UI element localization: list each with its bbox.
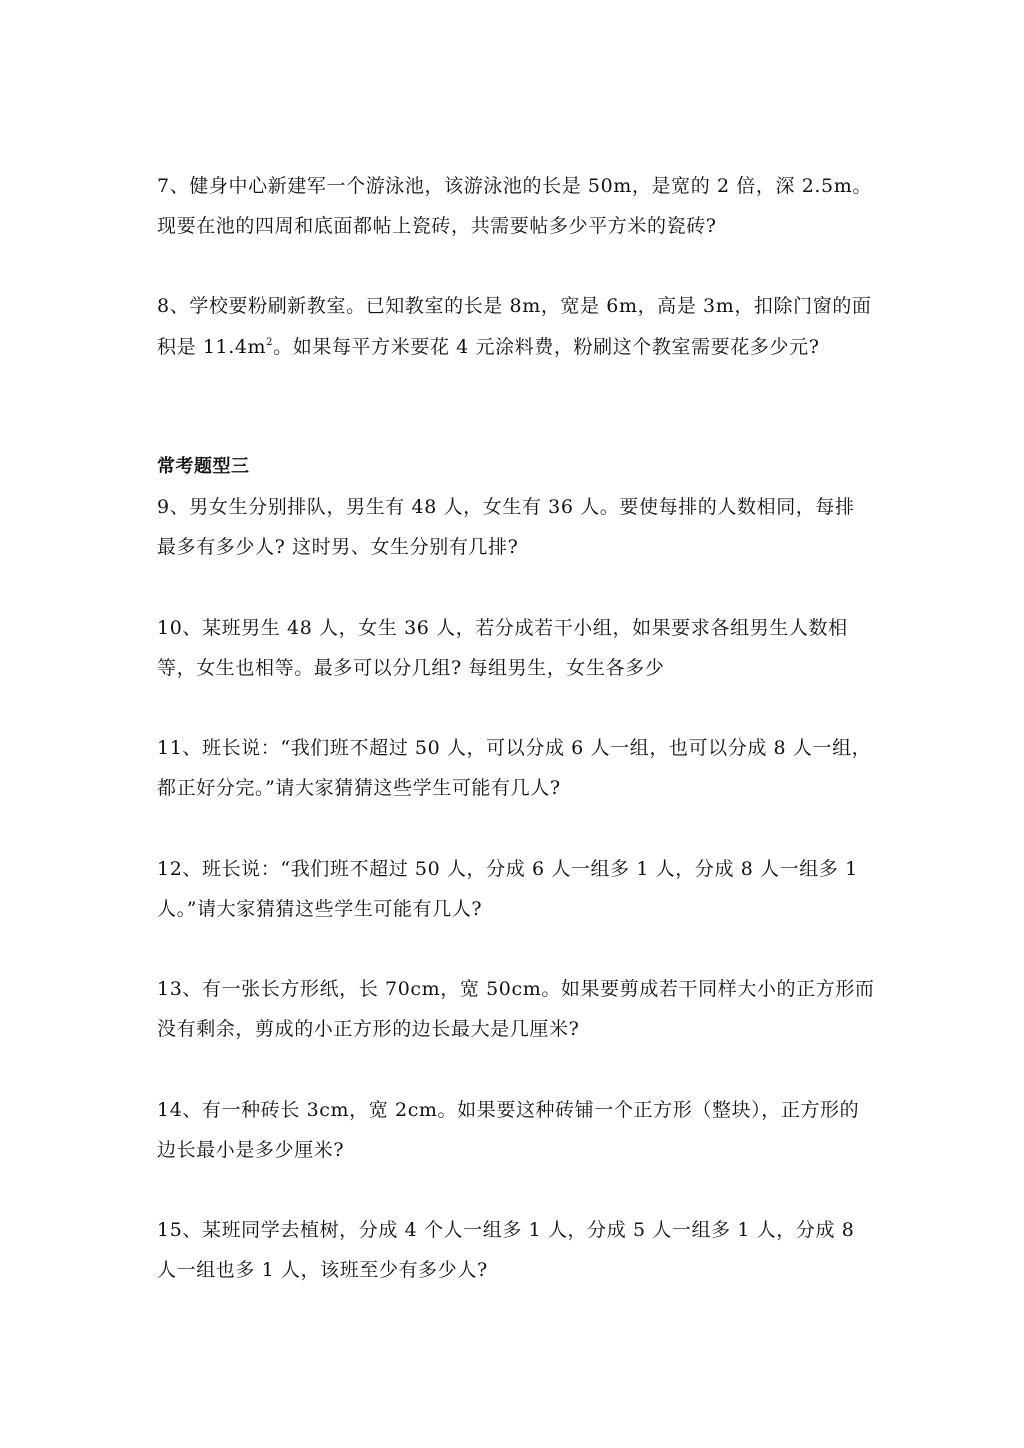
question-11-line-2: 都正好分完。”请大家猜猜这些学生可能有几人? [157, 777, 561, 799]
question-13-line-1: 13、有一张长方形纸，长 70cm，宽 50cm。如果要剪成若干同样大小的正方形而 [157, 978, 875, 1000]
question-14-line-1: 14、有一种砖长 3cm，宽 2cm。如果要这种砖铺一个正方形（整块），正方形的 [157, 1099, 860, 1121]
section-title: 常考题型三 [157, 456, 250, 477]
question-7-line-2: 现要在池的四周和底面都帖上瓷砖，共需要帖多少平方米的瓷砖? [157, 215, 717, 237]
question-14-line-2: 边长最小是多少厘米? [157, 1139, 345, 1161]
question-15-line-2: 人一组也多 1 人，该班至少有多少人? [157, 1259, 488, 1281]
question-11-line-1: 11、班长说：“我们班不超过 50 人，可以分成 6 人一组，也可以分成 8 人一组， [157, 737, 872, 759]
question-8-line-2-rest: 。如果每平方米要花 4 元涂料费，粉刷这个教室需要花多少元? [273, 336, 820, 358]
question-13-line-2: 没有剩余，剪成的小正方形的边长最大是几厘米? [157, 1018, 580, 1040]
question-9-line-1: 9、男女生分别排队，男生有 48 人，女生有 36 人。要使每排的人数相同，每排 [157, 496, 855, 518]
question-15-line-1: 15、某班同学去植树，分成 4 个人一组多 1 人，分成 5 人一组多 1 人，分成 8 [157, 1219, 855, 1241]
question-8-area-text: 积是 11.4m [157, 336, 267, 358]
question-8-line-1: 8、学校要粉刷新教室。已知教室的长是 8m，宽是 6m，高是 3m，扣除门窗的面 [157, 295, 872, 317]
question-8-line-2 [157, 335, 820, 359]
question-8-area-exponent: 2 [266, 337, 274, 348]
question-12-line-2: 人。”请大家猜猜这些学生可能有几人? [157, 898, 483, 920]
question-10-line-1: 10、某班男生 48 人，女生 36 人，若分成若干小组，如果要求各组男生人数相 [157, 617, 848, 639]
question-9-line-2: 最多有多少人? 这时男、女生分别有几排? [157, 536, 519, 558]
question-7-line-1: 7、健身中心新建军一个游泳池，该游泳池的长是 50m，是宽的 2 倍，深 2.5m。 [157, 175, 872, 197]
question-10-line-2: 等，女生也相等。最多可以分几组? 每组男生，女生各多少 [157, 657, 665, 679]
question-12-line-1: 12、班长说：“我们班不超过 50 人，分成 6 人一组多 1 人，分成 8 人一组多 1 [157, 858, 858, 880]
